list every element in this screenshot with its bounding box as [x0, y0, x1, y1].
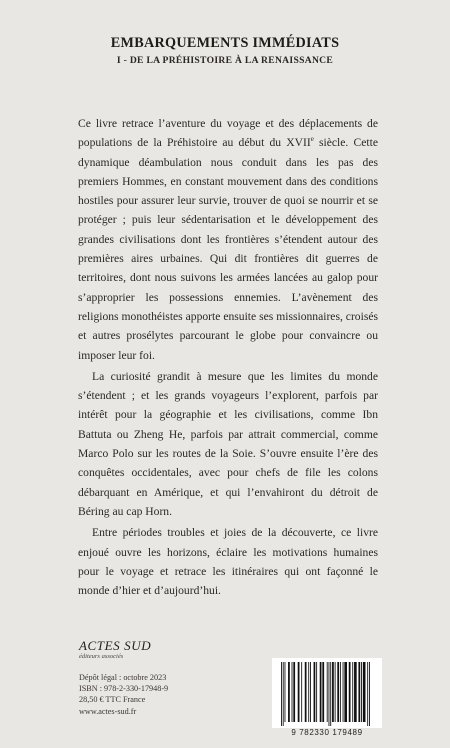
isbn: ISBN : 978-2-330-17948-9 — [79, 684, 169, 694]
barcode-bar — [340, 662, 341, 722]
blurb-paragraph-2: La curiosité grandit à mesure que les limites du monde s’étendent ; et les grands voyageurs l’explorent, parfois par intérêt pour la géographie et les civilisations, comme Ibn Battuta ou Zheng He, parfois par attrait commercial, comme Marco Polo sur les routes de la Soie. S’ouvre ensuite l’ère des conquêtes occidentales, avec pour chefs de file les colons débarquant en Amérique, et qui l’envahiront du détroit de Béring au cap Horn. — [78, 369, 378, 518]
blurb-paragraph-1-end: siècle. Cette dynamique déambulation nous conduit dans les pas des premiers Hommes, en constant mouvement dans des conditions hostiles pour assurer leur survie, trouver de quoi se nourrir et se protéger ; puis leur sédentarisation et le développement des grandes civilisations dont les frontières s’étendent autour des premières aires urbaines. Qui dit frontières dit guerres de territoires, dont nous suivons les armées lancées au galop pour s’approprier les possessions ennemies. L’avènement des religions monothéistes apporte ensuite ses missionnaires, croisés et autres prosélytes parcourant le globe pour convaincre ou imposer leur foi. — [78, 136, 378, 362]
barcode-bar — [314, 662, 316, 722]
barcode-bar — [344, 662, 347, 722]
century-superscript: e — [310, 135, 314, 144]
barcode-bar — [292, 662, 293, 722]
book-title: EMBARQUEMENTS IMMÉDIATS — [110, 35, 340, 51]
barcode-bar — [310, 662, 311, 722]
barcode-bar — [288, 662, 290, 722]
barcode-bar — [354, 662, 357, 722]
barcode-bar — [330, 662, 331, 726]
barcode-bar — [337, 662, 339, 722]
barcode-bar — [358, 662, 360, 722]
barcode-bar — [320, 662, 322, 722]
book-subtitle: I - DE LA PRÉHISTOIRE À LA RENAISSANCE — [116, 55, 334, 66]
legal-info — [79, 672, 249, 717]
blurb-paragraph-1-start: Ce livre retrace l’aventure du voyage et des déplacements de populations de la Préhistoire au début du XVII — [78, 117, 378, 150]
blurb-paragraph-1 — [78, 114, 378, 365]
barcode-bar — [329, 662, 330, 726]
legal-deposit: Dépôt légal : octobre 2023 — [79, 673, 167, 682]
barcode-bar — [305, 662, 307, 722]
blurb — [78, 114, 378, 600]
blurb-paragraph-3: Entre périodes troubles et joies de la découverte, ce livre enjoué ouvre les horizons, éclaire les motivations humaines pour le voyage et retrace les itinéraires qui ont façonné le monde d’hier et d’aujourd’hui. — [78, 526, 378, 598]
barcode-bar — [335, 662, 336, 722]
barcode-bar — [332, 662, 334, 722]
publisher-logo — [79, 639, 239, 661]
barcode-bar — [363, 662, 366, 722]
header — [0, 34, 450, 67]
barcode-bar — [343, 662, 344, 722]
barcode-bars — [272, 658, 382, 728]
barcode-bar — [352, 662, 353, 722]
barcode-bar — [298, 662, 300, 722]
barcode-bar — [308, 662, 309, 722]
barcode-bar — [327, 662, 328, 722]
barcode-bar — [316, 662, 317, 722]
barcode-digits: 9 782330 179489 — [291, 728, 363, 737]
barcode-bar — [367, 662, 368, 726]
publisher-name: ACTES SUD — [79, 638, 152, 653]
barcode-bar — [322, 662, 324, 722]
barcode — [272, 658, 382, 738]
barcode-bar — [283, 662, 284, 726]
publisher-tagline: éditeurs associés — [79, 653, 124, 660]
barcode-bar — [293, 662, 295, 722]
barcode-bar — [361, 662, 362, 722]
barcode-bar — [281, 662, 282, 726]
price: 28,50 € TTC France — [79, 695, 146, 705]
website: www.actes-sud.fr — [79, 706, 137, 716]
barcode-bar — [285, 662, 286, 722]
barcode-bar — [301, 662, 302, 722]
barcode-bar — [349, 662, 351, 722]
barcode-bar — [369, 662, 370, 726]
